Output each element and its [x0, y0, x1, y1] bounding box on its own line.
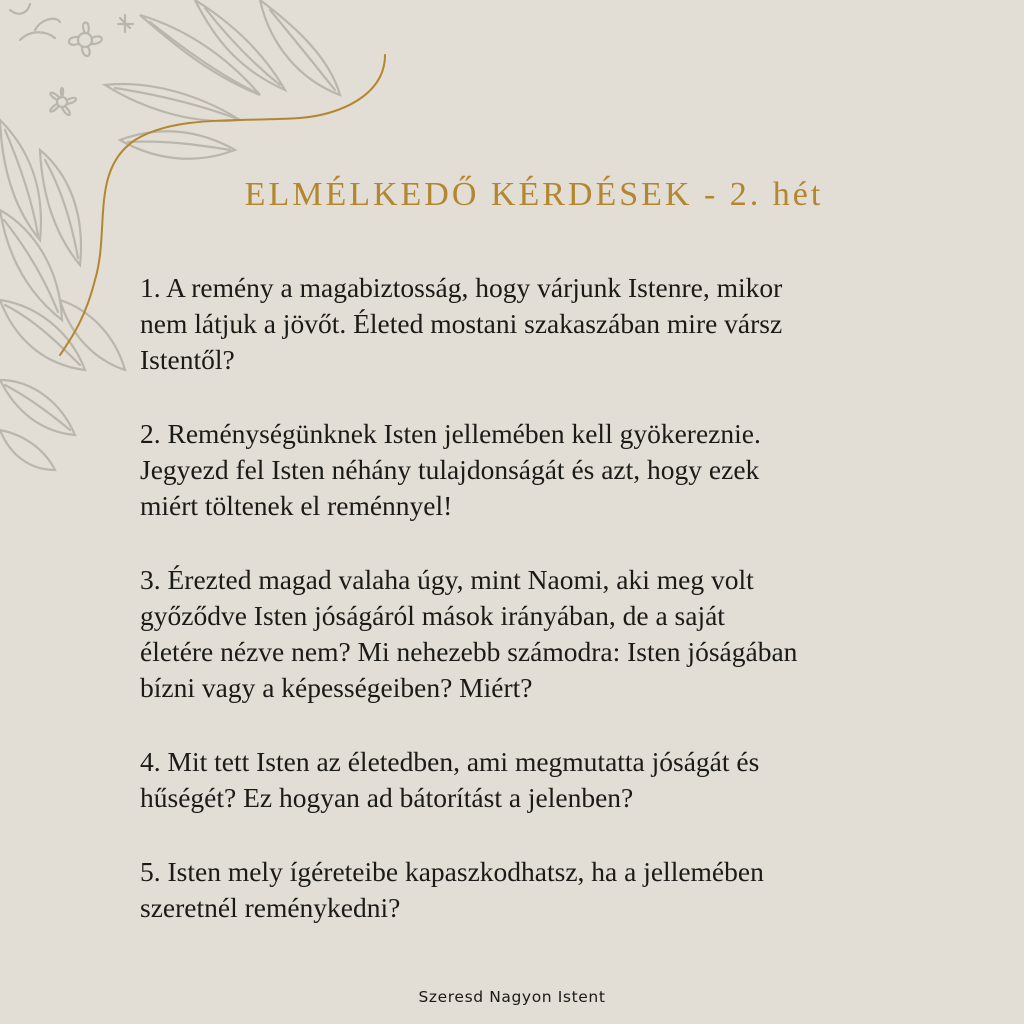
question-item: 1. A remény a magabiztosság, hogy várjunk Istenre, mikor nem látjuk a jövőt. Életed mostani szakaszában mire vársz Istentől? [140, 272, 783, 375]
question-item: 5. Isten mely ígéreteibe kapaszkodhatsz, ha a jellemében szeretnél reménykedni? [140, 856, 764, 923]
footer-brand: Szeresd Nagyon Istent [418, 988, 606, 1006]
leaf-shape [0, 430, 55, 470]
question-list [140, 270, 970, 964]
flower-icon [50, 88, 76, 115]
page-title: ELMÉLKEDŐ KÉRDÉSEK - 2. hét [244, 176, 824, 213]
question-item: 3. Érezted magad valaha úgy, mint Naomi, aki meg volt győződve Isten jóságáról mások irányában, de a saját életére nézve nem? Mi nehezebb számodra: Isten jóságában bízni vagy a képességeiben? Miért? [140, 564, 798, 703]
leaf-shape [60, 300, 125, 370]
question-item: 4. Mit tett Isten az életedben, ami megmutatta jóságát és hűségét? Ez hogyan ad bátorítást a jelenben? [140, 746, 760, 813]
question-item: 2. Reménységünknek Isten jellemében kell gyökereznie. Jegyezd fel Isten néhány tulajdonságát és azt, hogy ezek miért töltenek el reménnyel! [140, 418, 761, 521]
flower-icon [69, 22, 102, 56]
leaf-shape [120, 131, 235, 158]
